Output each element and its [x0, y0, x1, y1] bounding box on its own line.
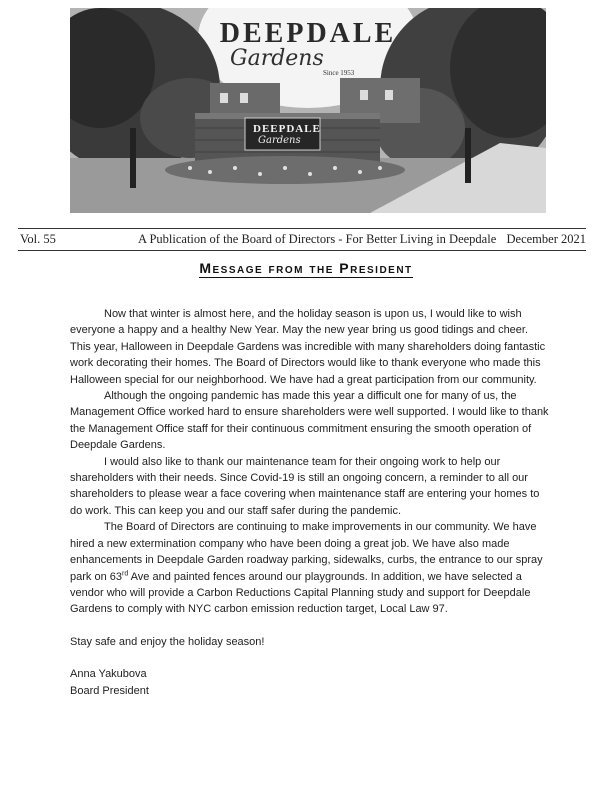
page-title: [0, 260, 612, 276]
logo-script: Gardens: [230, 46, 324, 71]
logo-since: Since 1953: [323, 69, 355, 77]
page-title-text: Message from the President: [199, 260, 413, 276]
closing-line: Stay safe and enjoy the holiday season!: [70, 635, 265, 648]
paragraph-4-superscript: rd: [121, 569, 129, 577]
masthead-photo: [70, 8, 546, 213]
paragraph-2: Although the ongoing pandemic has made this year a difficult one for many of us, the Management Office worked hard to ensure shareholders were well supported. I would like to thank the Management Office staff for their continuous commitment ensuring the smooth operation of Deepdale Gardens.: [70, 390, 549, 452]
bottom-divider: [18, 250, 586, 251]
signature-name: Anna Yakubova: [70, 668, 147, 681]
issue-date: December 2021: [506, 232, 586, 246]
paragraph-4: [70, 519, 550, 617]
paragraph-4-start: The Board of Directors are continuing to make improvements in our community. We have hired a new extermination company who have been doing a great job. We have also made enhancements in Deepdale Garden roadway parking, sidewalks, curbs, the entrance to our spray park on 63: [70, 521, 543, 583]
volume-label: Vol. 55: [20, 232, 56, 246]
top-divider: [18, 228, 586, 229]
publication-label: A Publication of the Board of Directors - For Better Living in Deepdale: [138, 232, 497, 246]
letter-body: [70, 306, 550, 699]
signature-title: Board President: [70, 684, 149, 697]
paragraph-4-end: Ave and painted fences around our playgrounds. In addition, we have selected a vendor who will provide a Carbon Reductions Capital Planning study and support for Deepdale Gardens to comply with NYC carbon emission reduction target, Local Law 97.: [70, 570, 531, 616]
sign-script: Gardens: [258, 135, 301, 146]
logo-title: DEEPDALE: [219, 18, 397, 49]
paragraph-1: Now that winter is almost here, and the holiday season is upon us, I would like to wish everyone a happy and a healthy New Year. May the new year bring us good tidings and cheer. This year, Halloween in Deepdale Gardens was incredible with many shareholders doing fantastic work decorating their homes. The Board of Directors would like to thank everyone who made this Halloween special for our neighborhood. We have had a great participation from our community.: [70, 308, 546, 386]
paragraph-3: I would also like to thank our maintenance team for their ongoing work to help our shareholders with their needs. Since Covid-19 is still an ongoing concern, a reminder to all our shareholders to please wear a face covering when maintenance staff are entering your homes to do work. This can keep you and our staff safer during the pandemic.: [70, 455, 540, 517]
sign-title: DEEPDALE: [253, 123, 321, 135]
publication-info-row: [20, 232, 586, 250]
